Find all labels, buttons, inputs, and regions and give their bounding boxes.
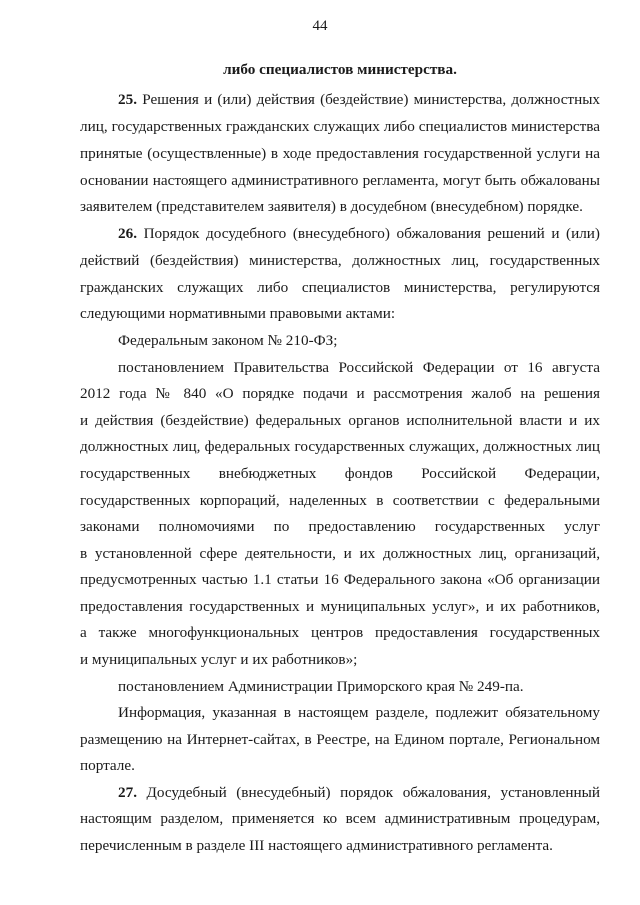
- decree-249-reference: постановлением Администрации Приморского края № 249-па.: [118, 678, 524, 695]
- decree-840-line-2: 2012 года № 840 «О порядке подачи и рассмотрения жалоб на решения: [80, 385, 600, 402]
- paragraph-26-line-4: следующими нормативными правовыми актами:: [80, 305, 396, 322]
- paragraph-25-number: 25.: [118, 91, 137, 108]
- info-line-3: портале.: [80, 757, 135, 774]
- info-line-2: размещению на Интернет-сайтах, в Реестре, на Едином портале, Региональном: [80, 731, 600, 748]
- decree-840-line-5: государственных внебюджетных фондов Российской Федерации,: [80, 465, 600, 482]
- decree-840-line-10: предоставления государственных и муниципальных услуг», и их работников,: [80, 598, 600, 615]
- paragraph-25-line-5: заявителем (представителем заявителя) в досудебном (внесудебном) порядке.: [80, 198, 583, 215]
- page-number: 44: [312, 18, 328, 34]
- paragraph-27-number: 27.: [118, 784, 137, 801]
- paragraph-27-line-1: 27. Досудебный (внесудебный) порядок обжалования, установленный: [118, 784, 600, 801]
- paragraph-25-line-4: основании настоящего административного регламента, могут быть обжалованы: [80, 172, 600, 189]
- info-line-1: Информация, указанная в настоящем разделе, подлежит обязательному: [118, 704, 600, 721]
- decree-840-line-4: должностных лиц, федеральных государственных служащих, должностных лиц: [80, 438, 600, 455]
- section-heading-tail: либо специалистов министерства.: [223, 61, 457, 78]
- paragraph-25-line-1: 25. Решения и (или) действия (бездействие) министерства, должностных: [118, 91, 600, 108]
- paragraph-27-line-2: настоящим разделом, применяется ко всем административным процедурам,: [80, 810, 600, 827]
- decree-840-line-12: и муниципальных услуг и их работников»;: [80, 651, 358, 668]
- paragraph-26-number: 26.: [118, 225, 137, 242]
- paragraph-25-line-3: принятые (осуществленные) в ходе предоставления государственной услуги на: [80, 145, 600, 162]
- paragraph-25-line-2: лиц, государственных гражданских служащих либо специалистов министерства: [80, 118, 600, 135]
- decree-840-line-6: государственных корпораций, наделенных в соответствии с федеральными: [80, 492, 600, 509]
- decree-840-line-11: а также многофункциональных центров предоставления государственных: [80, 624, 600, 641]
- paragraph-26-line-1: 26. Порядок досудебного (внесудебного) обжалования решений и (или): [118, 225, 600, 242]
- decree-840-line-8: в установленной сфере деятельности, и их должностных лиц, организаций,: [80, 545, 600, 562]
- law-210-reference: Федеральным законом № 210-ФЗ;: [118, 332, 338, 349]
- decree-840-line-1: постановлением Правительства Российской Федерации от 16 августа: [118, 359, 600, 376]
- decree-840-line-9: предусмотренных частью 1.1 статьи 16 Федерального закона «Об организации: [80, 571, 600, 588]
- decree-840-line-7: законами полномочиями по предоставлению государственных услуг: [80, 518, 600, 535]
- decree-840-line-3: и действия (бездействие) федеральных органов исполнительной власти и их: [80, 412, 600, 429]
- paragraph-26-line-3: гражданских служащих либо специалистов министерства, регулируются: [80, 279, 600, 296]
- paragraph-26-line-2: действий (бездействия) министерства, должностных лиц, государственных: [80, 252, 600, 269]
- paragraph-27-line-3: перечисленным в разделе III настоящего административного регламента.: [80, 837, 553, 854]
